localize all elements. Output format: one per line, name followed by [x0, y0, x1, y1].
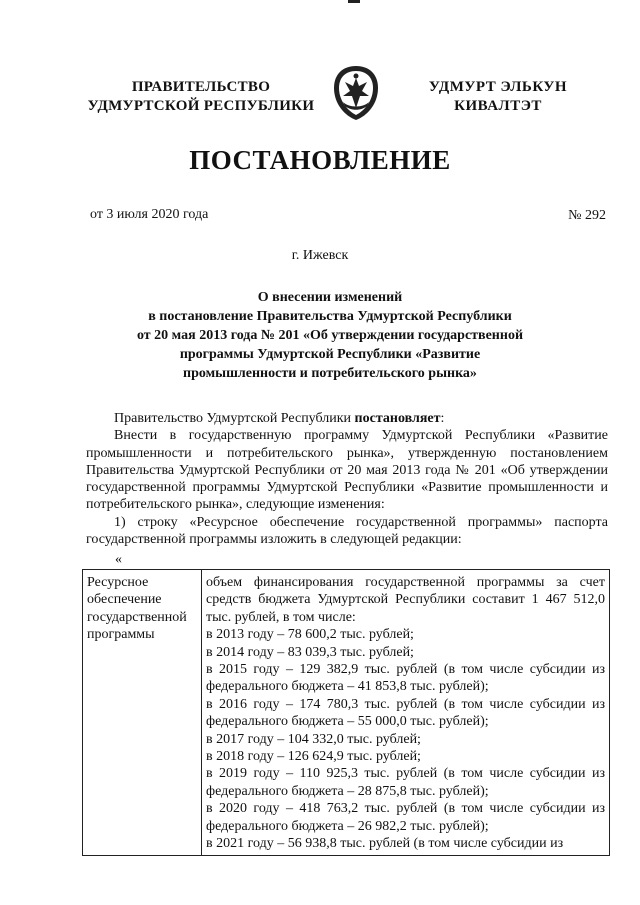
table-line: в 2021 году – 56 938,8 тыс. рублей (в том числе субсидии из: [206, 836, 564, 852]
quote-mark: «: [115, 552, 122, 567]
body-paragraph-3: 1) строку «Ресурсное обеспечение государственной программы» паспорта государственной программы изложить в следующей редакции:: [86, 514, 608, 548]
table-row: [83, 570, 610, 856]
p1-end: :: [440, 411, 445, 426]
header-left: [86, 78, 316, 116]
header-left-line1: ПРАВИТЕЛЬСТВО: [131, 79, 271, 95]
table-line: в 2018 году – 126 624,9 тыс. рублей;: [206, 749, 421, 765]
table-left-cell: Ресурсное обеспечение государственной программы: [83, 570, 202, 856]
p1-text: Правительство Удмуртской Республики: [114, 411, 355, 426]
subject-line: О внесении изменений: [257, 290, 403, 305]
subject-line: программы Удмуртской Республики «Развитие: [179, 347, 481, 362]
scan-mark: [348, 0, 360, 3]
doc-type-title: ПОСТАНОВЛЕНИЕ: [189, 145, 451, 175]
header-right: [418, 78, 578, 116]
header-right-line2: КИВАЛТЭТ: [454, 98, 542, 114]
doc-number: № 292: [568, 208, 606, 223]
coat-of-arms-icon: [331, 64, 381, 122]
subject-line: в постановление Правительства Удмуртской Республики: [148, 309, 512, 324]
doc-subject: [60, 288, 600, 383]
subject-line: от 20 мая 2013 года № 201 «Об утверждении государственной: [136, 328, 524, 343]
table-right-cell: [202, 570, 610, 856]
header-left-line2: УДМУРТСКОЙ РЕСПУБЛИКИ: [87, 98, 315, 114]
table-line: в 2020 году – 418 763,2 тыс. рублей (в том числе субсидии из федерального бюджета – 26 982,2 тыс. рублей);: [206, 801, 605, 834]
doc-date: от 3 июля 2020 года: [90, 207, 209, 222]
table-line: в 2017 году – 104 332,0 тыс. рублей;: [206, 731, 421, 747]
doc-body: [86, 410, 608, 548]
p1-bold: постановляет: [354, 411, 441, 426]
resource-table: [82, 569, 610, 856]
table-line: в 2019 году – 110 925,3 тыс. рублей (в том числе субсидии из федерального бюджета – 28 875,8 тыс. рублей);: [206, 766, 605, 799]
table-line: в 2016 году – 174 780,3 тыс. рублей (в том числе субсидии из федерального бюджета – 55 000,0 тыс. рублей);: [206, 696, 605, 730]
table-line: в 2015 году – 129 382,9 тыс. рублей (в том числе субсидии из федерального бюджета – 41 853,8 тыс. рублей);: [206, 662, 605, 695]
table-line: объем финансирования государственной программы за счет средств бюджета Удмуртской Республики составит 1 467 512,0 тыс. рублей, в том числе:: [206, 575, 605, 625]
body-paragraph-1: [86, 410, 608, 427]
header-right-line1: УДМУРТ ЭЛЬКУН: [428, 79, 568, 95]
doc-city: г. Ижевск: [291, 248, 349, 263]
body-paragraph-2: Внести в государственную программу Удмуртской Республики «Развитие промышленности и потребительского рынка», утвержденную постановлением Правительства Удмуртской Республики от 20 мая 2013 года № 201 «Об утверждении государственной программы Удмуртской Республики «Развитие промышленности и потребительского рынка», следующие изменения:: [86, 428, 608, 513]
table-line: в 2013 году – 78 600,2 тыс. рублей;: [206, 627, 414, 643]
table-line: в 2014 году – 83 039,3 тыс. рублей;: [206, 644, 414, 660]
subject-line: промышленности и потребительского рынка»: [183, 366, 477, 381]
